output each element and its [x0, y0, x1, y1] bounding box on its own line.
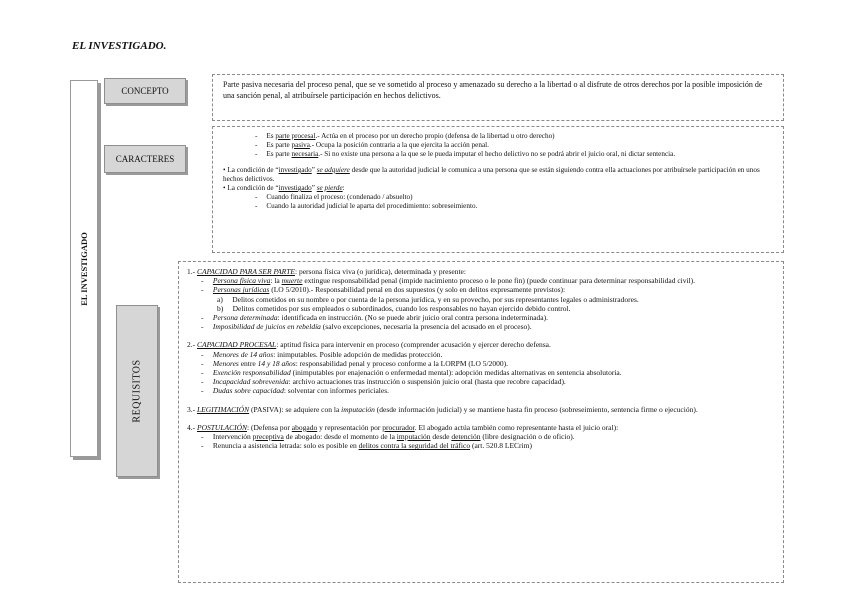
text: desde que la autoridad judicial le comunica a una persona que se están siguiendo contra ella actuaciones por atribuírsele participación en unos hechos delictivos. — [223, 166, 760, 183]
text: Cuando la autoridad judicial le aparta del procedimiento: sobreseimiento. — [266, 202, 478, 210]
requisito-item: - Personas jurídicas (LO 5/2010).- Responsabilidad penal en dos supuestos (y solo en delitos expresamente previstos): — [201, 285, 566, 295]
text: 4.- — [187, 422, 197, 432]
text: abogado — [291, 422, 318, 432]
juridicas-sub-item — [187, 304, 775, 313]
concepto-box — [212, 74, 784, 121]
caracteres-tab: CARACTERES — [104, 145, 186, 173]
text: imputación — [341, 404, 375, 414]
text: y representación por — [317, 422, 383, 432]
text: Intervención — [212, 432, 253, 442]
requisito-item: - Menores de 14 años: inimputables. Posible adopción de medidas protección. — [201, 349, 443, 359]
postulacion-paragraph — [187, 423, 775, 432]
text: extingue responsabilidad penal (impide nacimiento proceso o le pone fin) (puede continuar para determinar responsabilidad civil). — [302, 276, 696, 286]
caracter-item: - Es parte procesal.- Actúa en el proceso por un derecho propio (defensa de la libertad u otro derecho) — [255, 132, 555, 140]
text: b) — [217, 303, 224, 313]
text: Imposibilidad de juicios en rebeldía — [212, 322, 321, 332]
caracter-pre: Es — [266, 132, 276, 140]
text: ” — [311, 184, 317, 192]
text: 2.- — [187, 340, 197, 350]
text: : responsabilidad penal y proceso conforme a la LORPM (LO 5/2000). — [295, 358, 508, 368]
text: (desde información judicial) y se mantiene hasta fin proceso (sobreseimiento, sentencia firme o ejecución). — [374, 404, 698, 414]
requisito-item: - Persona determinada: identificada en instrucción. (No se puede abrir juicio oral contra persona indeterminada). — [201, 313, 548, 323]
text: : — [342, 184, 345, 192]
text: Cuando finaliza el proceso: (condenado / absuelto) — [266, 193, 413, 201]
text: (salvo excepciones, necesaria la presencia del acusado en el proceso). — [320, 322, 532, 332]
text: se adquiere — [316, 166, 350, 174]
text: CAPACIDAD PROCESAL — [197, 340, 277, 350]
text: a) — [217, 294, 223, 304]
caracter-term: pasiva — [291, 141, 310, 149]
text: ” — [311, 166, 317, 174]
text: Renuncia a asistencia letrada: solo es posible en — [212, 441, 359, 451]
requisitos-label: REQUISITOS — [131, 359, 143, 423]
text: 14 y 18 años — [257, 358, 296, 368]
text: (LO 5/2010).- Responsabilidad penal en dos supuestos (y solo en delitos expresamente previstos): — [269, 285, 566, 295]
requisito-item: - Persona física viva: la muerte extingue responsabilidad penal (impide nacimiento proceso o le pone fin) (puede continuar para determinar responsabilidad civil). — [201, 276, 696, 286]
text: Exención responsabilidad — [212, 368, 291, 378]
text: LEGITIMACIÓN — [197, 404, 250, 414]
text: Menores — [212, 358, 239, 368]
requisitos-tab — [116, 305, 158, 477]
text: detención — [451, 432, 481, 442]
adquiere-paragraph — [223, 166, 773, 184]
caracter-term: parte procesal — [275, 132, 316, 140]
capacidad-parte-heading — [187, 267, 775, 276]
text: (PASIVA) — [249, 404, 282, 414]
text: : se adquiere con la — [281, 404, 342, 414]
requisito-item: - Intervención preceptiva de abogado: desde el momento de la imputación desde detención (libre designación o de oficio). — [201, 432, 575, 442]
legitimacion-paragraph — [187, 405, 775, 414]
requisito-item: - Incapacidad sobrevenida: archivo actuaciones tras instrucción o suspensión juicio oral (hasta que recobre capacidad). — [201, 377, 566, 387]
caracter-rest: .- Actúa en el proceso por un derecho propio (defensa de la libertad u otro derecho) — [315, 132, 555, 140]
text: : persona física viva (o jurídica), determinada y presente: — [294, 267, 466, 276]
text: preceptiva — [252, 432, 284, 442]
caracter-rest: .- Si no existe una persona a la que se le pueda imputar el hecho delictivo no se podrá abrir el juicio oral, ni dictar sentencia. — [318, 150, 676, 158]
text: : solventar con informes periciales. — [283, 386, 390, 396]
text: (libre designación o de oficio). — [480, 432, 575, 442]
text: Delitos cometidos en su nombre o por cuenta de la persona jurídica, y en su provecho, por sus representantes legales o administradores. — [232, 294, 639, 304]
caracter-rest: .- Ocupa la posición contraria a la que ejercita la acción penal. — [309, 141, 489, 149]
pierde-paragraph — [223, 184, 773, 193]
requisito-item: - Dudas sobre capacidad: solventar con informes periciales. — [201, 386, 390, 396]
text: : identificada en instrucción. (No se puede abrir juicio oral contra persona indeterminada). — [277, 313, 548, 323]
text: Persona física viva — [212, 276, 271, 286]
text: Dudas sobre capacidad — [212, 386, 284, 396]
text: (art. 520.8 LECrim) — [470, 441, 532, 451]
caracter-item: - Es parte pasiva.- Ocupa la posición contraria a la que ejercita la acción penal. — [255, 141, 489, 149]
text: Menores de 14 años — [212, 349, 274, 359]
text: POSTULACIÓN — [197, 422, 248, 432]
text: Delitos cometidos por sus empleados o subordinados, cuando los responsables no hayan ejercido debido control. — [232, 303, 571, 313]
concepto-text: Parte pasiva necesaria del proceso penal, que se ve sometido al proceso y amenazado su derecho a la libertad o al disfrute de otros derechos por la posible imposición de una sanción penal, al atribuírsele participación en hechos delictivos. — [223, 80, 763, 100]
text: procurador — [382, 422, 415, 432]
text: • La condición de “ — [223, 166, 279, 174]
caracter-item: - Es parte necesaria.- Si no existe una persona a la que se le pueda imputar el hecho delictivo no se podrá abrir el juicio oral, ni dictar sentencia. — [255, 150, 676, 158]
pierde-item: - Cuando finaliza el proceso: (condenado / absuelto) — [255, 193, 413, 201]
juridicas-sub-item — [187, 295, 775, 304]
text: se pierde — [316, 184, 343, 192]
text: • La condición de “ — [223, 184, 279, 192]
text: CAPACIDAD PARA SER PARTE — [197, 267, 295, 276]
caracter-pre: Es parte — [266, 150, 292, 158]
text: : la — [270, 276, 282, 286]
requisito-item: - Imposibilidad de juicios en rebeldía (salvo excepciones, necesaria la presencia del acusado en el proceso). — [201, 322, 532, 332]
requisito-item: - Exención responsabilidad (inimputables por enajenación o enfermedad mental): adopción medidas alternativas en sentencia absolutoria. — [201, 368, 622, 378]
text: : inimputables. Posible adopción de medidas protección. — [273, 349, 443, 359]
text: : aptitud física para intervenir en proceso (comprender acusación y ejercer derecho defensa. — [276, 340, 551, 350]
page-title: EL INVESTIGADO. — [72, 40, 167, 52]
caracter-pre: Es parte — [266, 141, 292, 149]
text: imputación — [396, 432, 431, 442]
text: Personas jurídicas — [212, 285, 270, 295]
text: : (Defensa por — [247, 422, 292, 432]
text: Persona determinada — [212, 313, 278, 323]
pierde-item: - Cuando la autoridad judicial le aparta del procedimiento: sobreseimiento. — [255, 202, 478, 210]
requisitos-box — [178, 261, 784, 583]
requisito-item: - Renuncia a asistencia letrada: solo es posible en delitos contra la seguridad del tráfico (art. 520.8 LECrim) — [201, 441, 532, 451]
text: 3.- — [187, 404, 197, 414]
text: de abogado: desde el momento de la — [283, 432, 397, 442]
text: : archivo actuaciones tras instrucción o suspensión juicio oral (hasta que recobre capacidad). — [288, 377, 566, 387]
text: desde — [430, 432, 452, 442]
text: investigado — [278, 184, 312, 192]
text: entre — [238, 358, 258, 368]
concepto-tab: CONCEPTO — [104, 78, 186, 104]
text: investigado — [278, 166, 312, 174]
text: Incapacidad sobrevenida — [212, 377, 289, 387]
text: . El abogado actúa también como representante hasta el juicio oral): — [414, 422, 619, 432]
side-label-bar — [70, 80, 98, 457]
text: muerte — [281, 276, 303, 286]
requisito-item: - Menores entre 14 y 18 años: responsabilidad penal y proceso conforme a la LORPM (LO 5/2000). — [201, 358, 508, 368]
text: delitos contra la seguridad del tráfico — [358, 441, 471, 451]
side-label: EL INVESTIGADO — [79, 231, 89, 306]
text: 1.- — [187, 267, 197, 276]
caracteres-box — [212, 126, 784, 253]
capacidad-procesal-heading — [187, 340, 775, 349]
text: (inimputables por enajenación o enfermedad mental): adopción medidas alternativas en sentencia absolutoria. — [290, 368, 622, 378]
caracter-term: necesaria — [291, 150, 319, 158]
